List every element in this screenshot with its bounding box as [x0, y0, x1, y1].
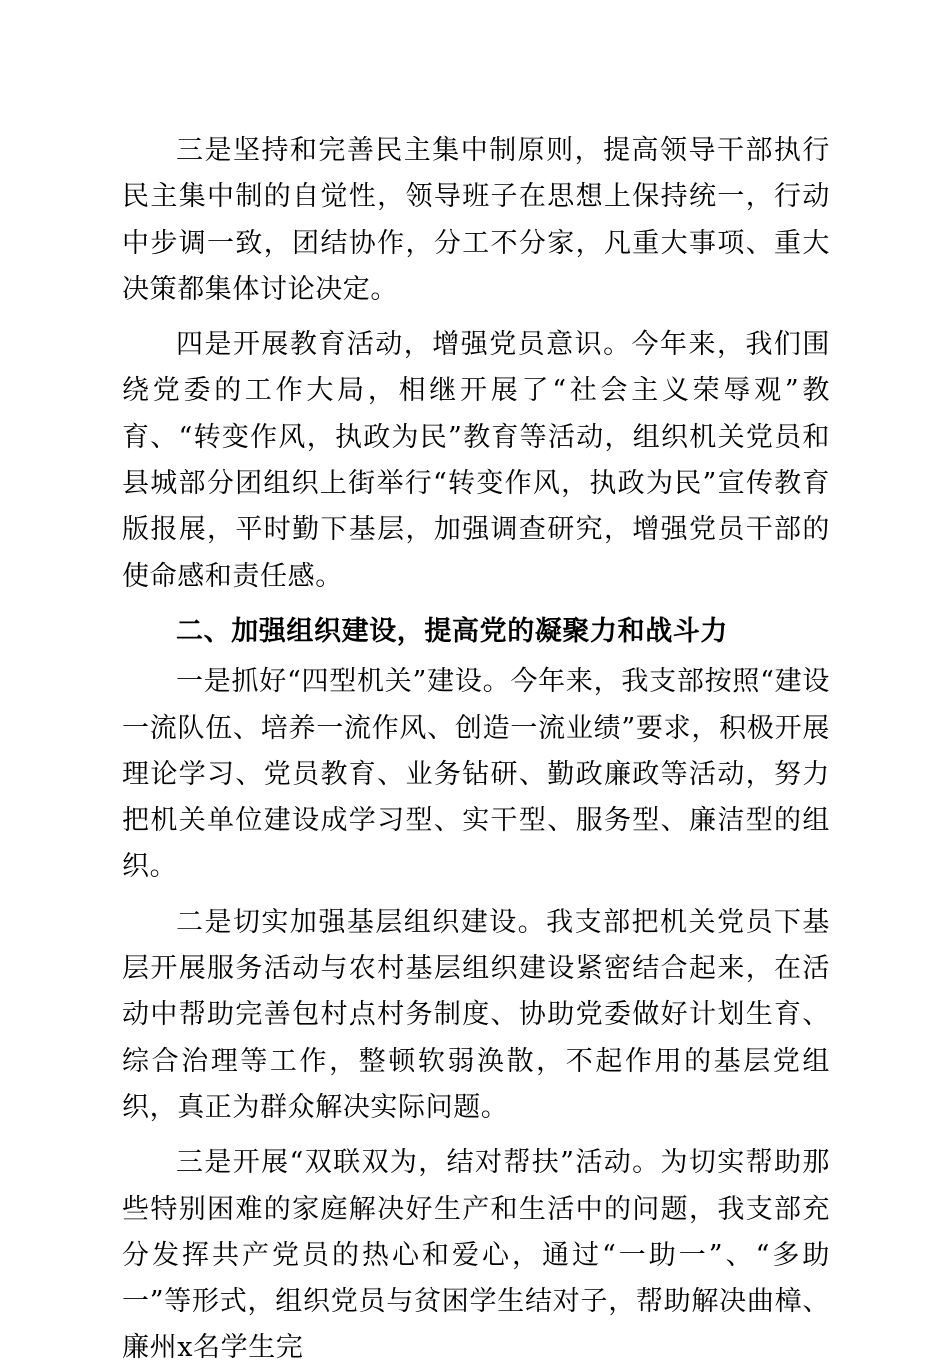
section-heading-organization: 二、加强组织建设，提高党的凝聚力和战斗力: [176, 615, 728, 647]
paragraph-four-type-organs: 一是抓好“四型机关”建设。今年来，我支部按照“建设一流队伍、培养一流作风、创造一流业绩”要求，积极开展理论学习、党员教育、业务钻研、勤政廉政等活动，努力把机关单位建设成学习型、实干型、服务型、廉洁型的组织。: [122, 666, 830, 883]
paragraph-education-activities: 四是开展教育活动，增强党员意识。今年来，我们围绕党委的工作大局，相继开展了“社会主义荣辱观”教育、“转变作风，执政为民”教育等活动，组织机关党员和县城部分团组织上街举行“转变作风，执政为民”宣传教育版报展，平时勤下基层，加强调查研究，增强党员干部的使命感和责任感。: [122, 329, 830, 592]
paragraph-democratic-centralism: 三是坚持和完善民主集中制原则，提高领导干部执行民主集中制的自觉性，领导班子在思想上保持统一，行动中步调一致，团结协作，分工不分家，凡重大事项、重大决策都集体讨论决定。: [122, 135, 830, 305]
paragraph-pairing-assistance: 三是开展“双联双为，结对帮扶”活动。为切实帮助那些特别困难的家庭解决好生产和生活中的问题，我支部充分发挥共产党员的热心和爱心，通过“一助一”、“多助一”等形式，组织党员与贫困学生结对子，帮助解决曲樟、廉州x名学生完: [122, 1147, 830, 1364]
paragraph-grassroots-organization: 二是切实加强基层组织建设。我支部把机关党员下基层开展服务活动与农村基层组织建设紧密结合起来，在活动中帮助完善包村点村务制度、协助党委做好计划生育、综合治理等工作，整顿软弱涣散，不起作用的基层党组织，真正为群众解决实际问题。: [122, 906, 830, 1123]
document-body: [122, 128, 830, 1372]
